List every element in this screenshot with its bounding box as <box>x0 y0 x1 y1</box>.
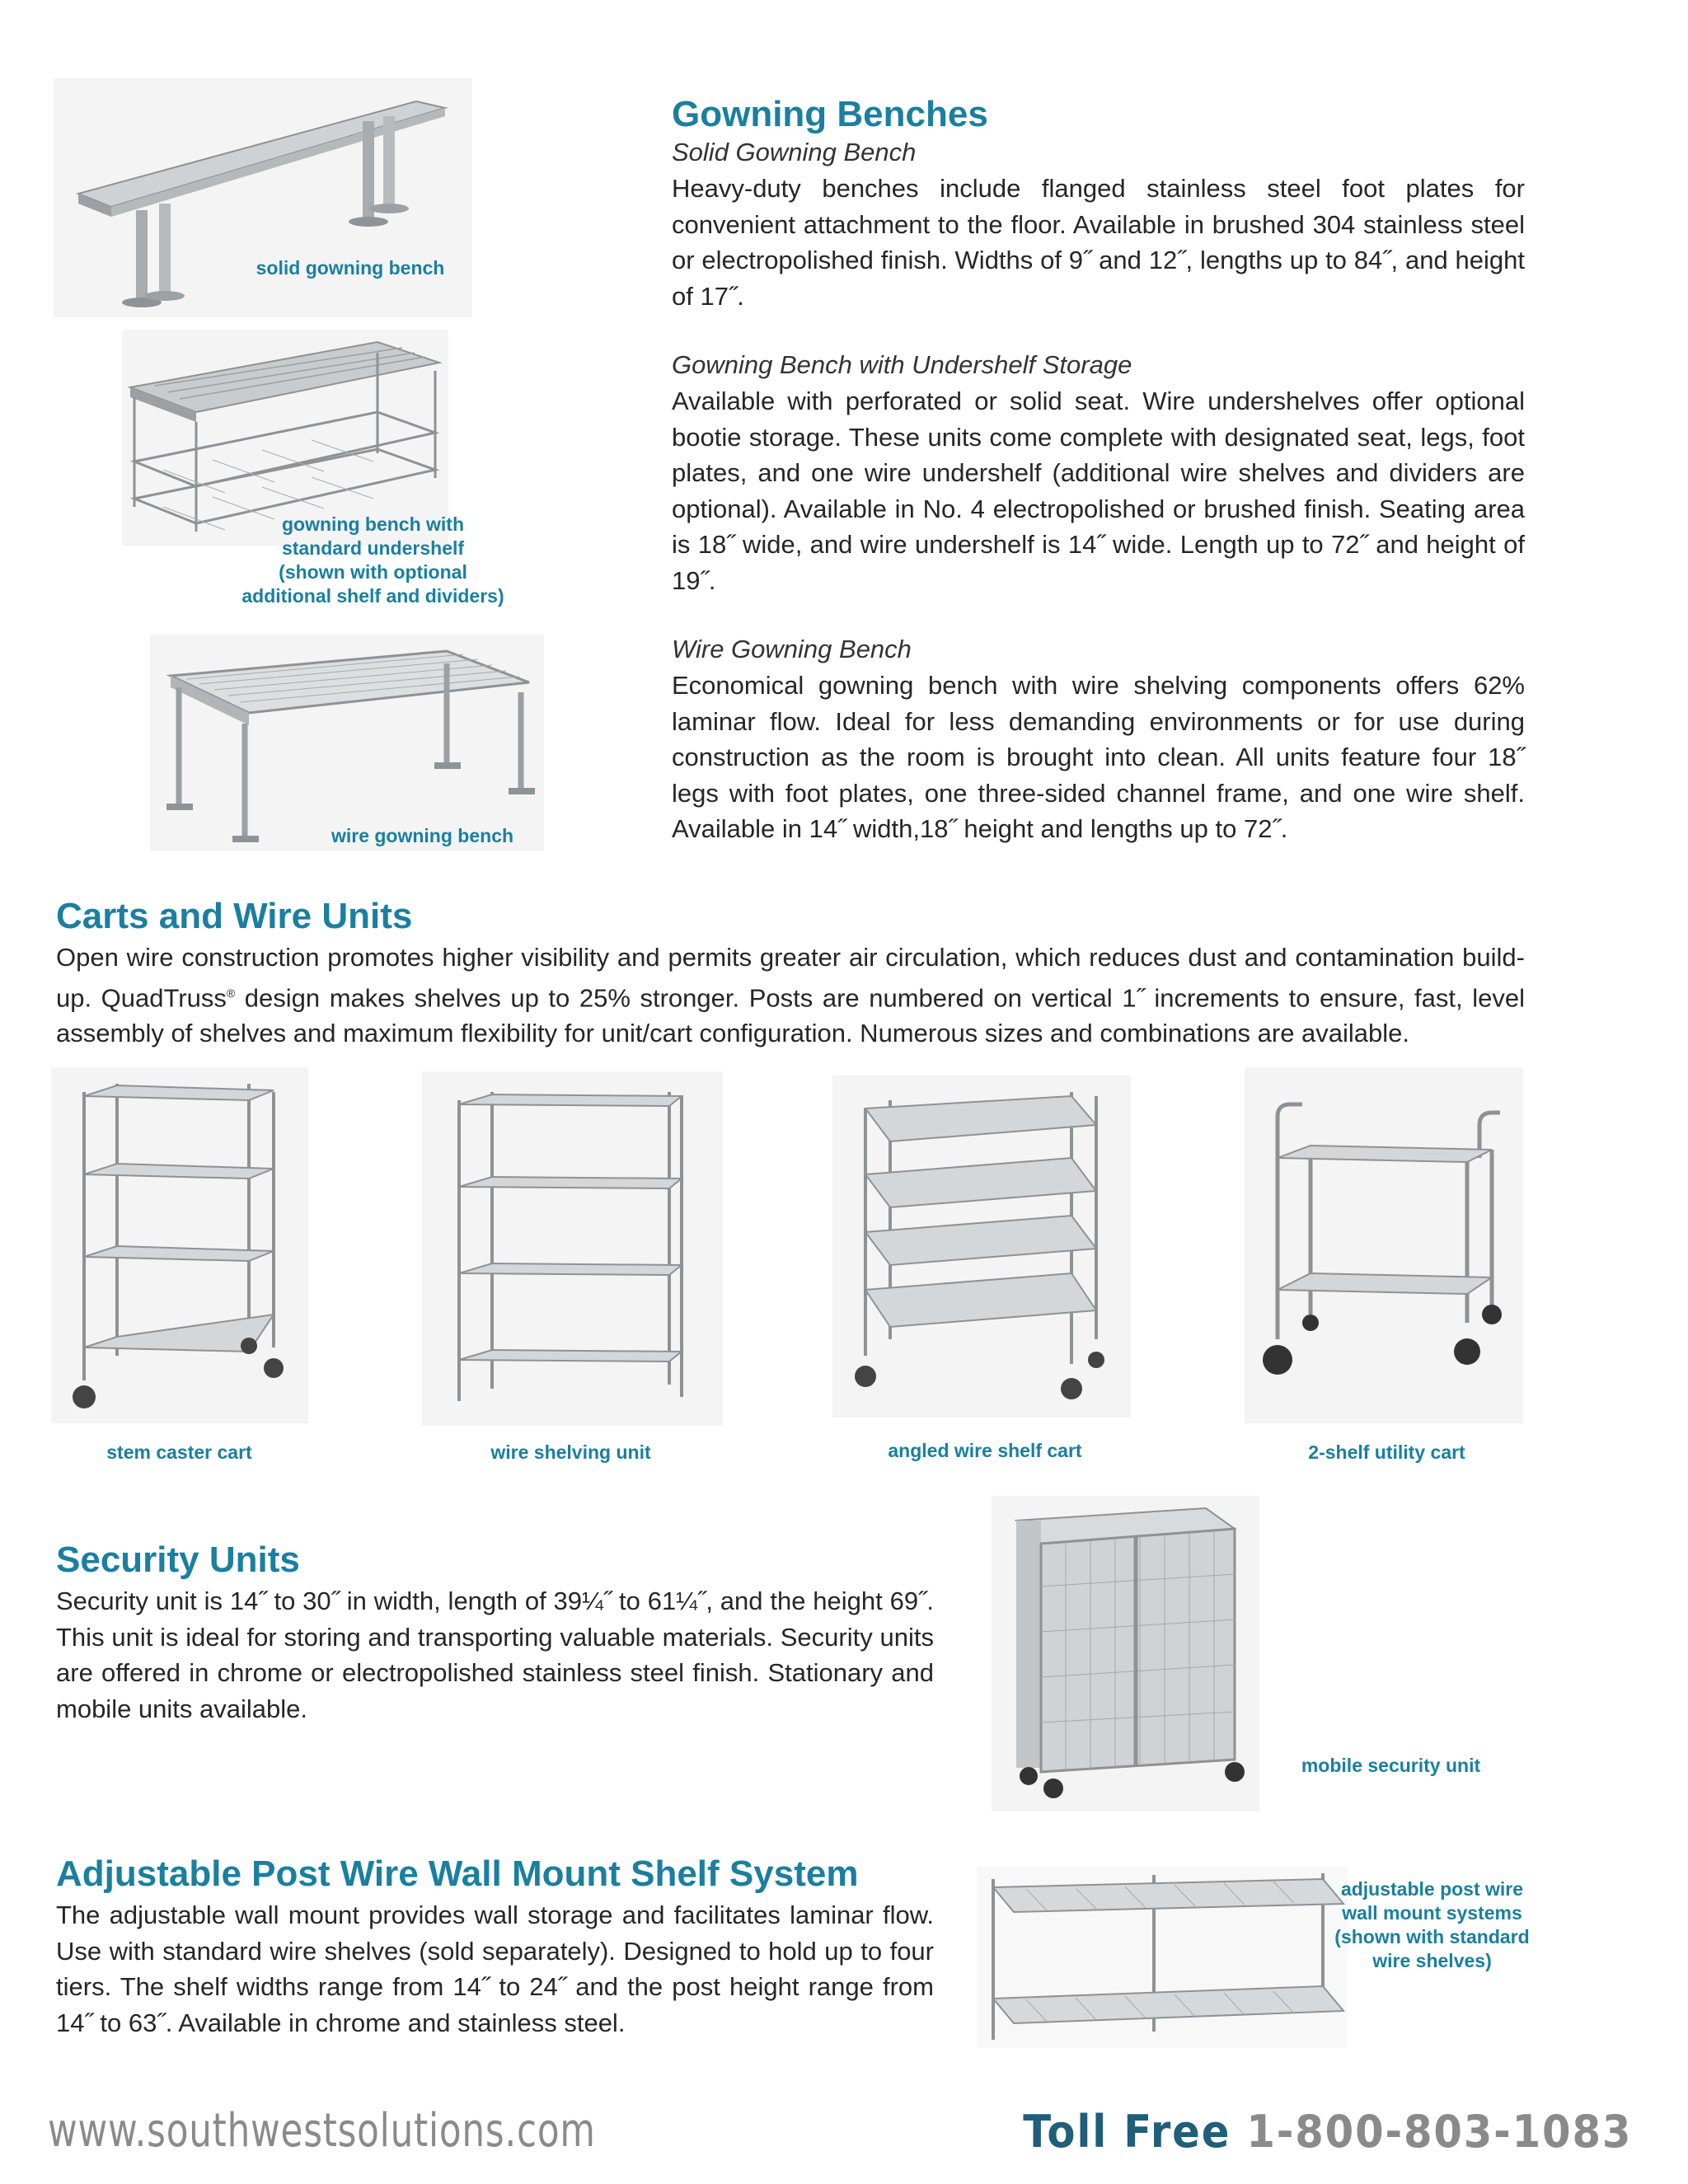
wire-shelving-unit-photo <box>422 1071 723 1426</box>
carts-section <box>56 895 1525 1052</box>
carts-text: Open wire construction promotes higher visibility and permits greater air circulation, which reduces dust and contamination build-up. QuadTruss® design makes shelves up to 25% stronger. Posts are numbered on vertical 1˝ increments to ensure, fast, level assembly of shelves and maximum flexibility for unit/cart configuration. Numerous sizes and combinations are available. <box>56 943 1525 1048</box>
solid-gowning-bench-photo <box>54 78 472 317</box>
undershelf-bench-text: Available with perforated or solid seat. Wire undershelves offer optional bootie storage. These units come complete with designated seat, legs, foot plates, and one wire undershelf (additional wire shelves and dividers are optional). Available in No. 4 electropolished or brushed finish. Seating area is 18˝ wide, and wire undershelf is 14˝ wide. Length up to 72˝ and height of 19˝. <box>672 387 1525 595</box>
solid-gowning-bench-text: Heavy-duty benches include flanged stainless steel foot plates for convenient attachment to the floor. Available in brushed 304 stainless steel or electropolished finish. Widths of 9˝ and 12˝, lengths up to 84˝, and height of 17˝. <box>672 174 1525 311</box>
mobile-security-unit-photo <box>992 1496 1259 1811</box>
caption-solid-gowning-bench: solid gowning bench <box>256 257 445 279</box>
stem-caster-cart-photo <box>51 1067 308 1423</box>
caption-stem-caster-cart: stem caster cart <box>106 1441 252 1463</box>
undershelf-bench-subtitle: Gowning Bench with Undershelf Storage <box>672 350 1132 379</box>
caption-wire-shelving-unit: wire shelving unit <box>490 1441 651 1463</box>
toll-free-label: Toll Free <box>1022 2106 1231 2158</box>
wallmount-section <box>56 1853 934 2041</box>
caption-undershelf-gowning-bench: gowning bench with standard undershelf (shown with optional additional shelf and dividers) <box>241 513 504 607</box>
wire-gowning-bench-text: Economical gowning bench with wire shelving components offers 62% laminar flow. Ideal for less demanding environments or for use during construction as the room is brought into clean. All units feature four 18˝ legs with foot plates, one three-sided channel frame, and one wire shelf. Available in 14˝ width,18˝ height and lengths up to 72˝. <box>672 671 1525 843</box>
wire-gowning-bench-subtitle: Wire Gowning Bench <box>672 635 912 663</box>
utility-cart-photo <box>1245 1067 1523 1423</box>
security-title: Security Units <box>56 1540 300 1580</box>
caption-wall-mount: adjustable post wire wall mount systems (shown with standard wire shelves) <box>1334 1878 1530 1971</box>
wallmount-text: The adjustable wall mount provides wall storage and facilitates laminar flow. Use with standard wire shelves (sold separately). Designed to hold up to four tiers. The shelf widths range from 14˝ to 24˝ and the post height range from 14˝ to 63˝. Available in chrome and stainless steel. <box>56 1900 934 2037</box>
footer-website-link[interactable]: www.southwestsolutions.com <box>48 2104 596 2158</box>
caption-utility-cart: 2-shelf utility cart <box>1308 1441 1465 1463</box>
security-text: Security unit is 14˝ to 30˝ in width, length of 39¼˝ to 61¼˝, and the height 69˝. This unit is ideal for storing and transporting valuable materials. Security units are offered in chrome or electropolished stainless steel finish. Stationary and mobile units available. <box>56 1586 934 1723</box>
caption-mobile-security-unit: mobile security unit <box>1301 1755 1481 1776</box>
carts-title: Carts and Wire Units <box>56 896 413 936</box>
gowning-benches-title: Gowning Benches <box>672 94 988 134</box>
security-section <box>56 1539 934 1727</box>
wire-gowning-bench-photo <box>150 635 544 851</box>
caption-wire-gowning-bench: wire gowning bench <box>331 825 514 846</box>
solid-gowning-bench-subtitle: Solid Gowning Bench <box>672 138 917 166</box>
angled-wire-shelf-cart-photo <box>832 1076 1131 1418</box>
caption-angled-wire-shelf-cart: angled wire shelf cart <box>888 1440 1082 1461</box>
gowning-benches-section <box>672 93 1525 847</box>
wall-mount-shelf-photo <box>977 1867 1348 2048</box>
wallmount-title: Adjustable Post Wire Wall Mount Shelf System <box>56 1854 859 1894</box>
phone-number[interactable]: 1-800-803-1083 <box>1246 2106 1632 2158</box>
footer-toll-free <box>1023 2106 1632 2158</box>
